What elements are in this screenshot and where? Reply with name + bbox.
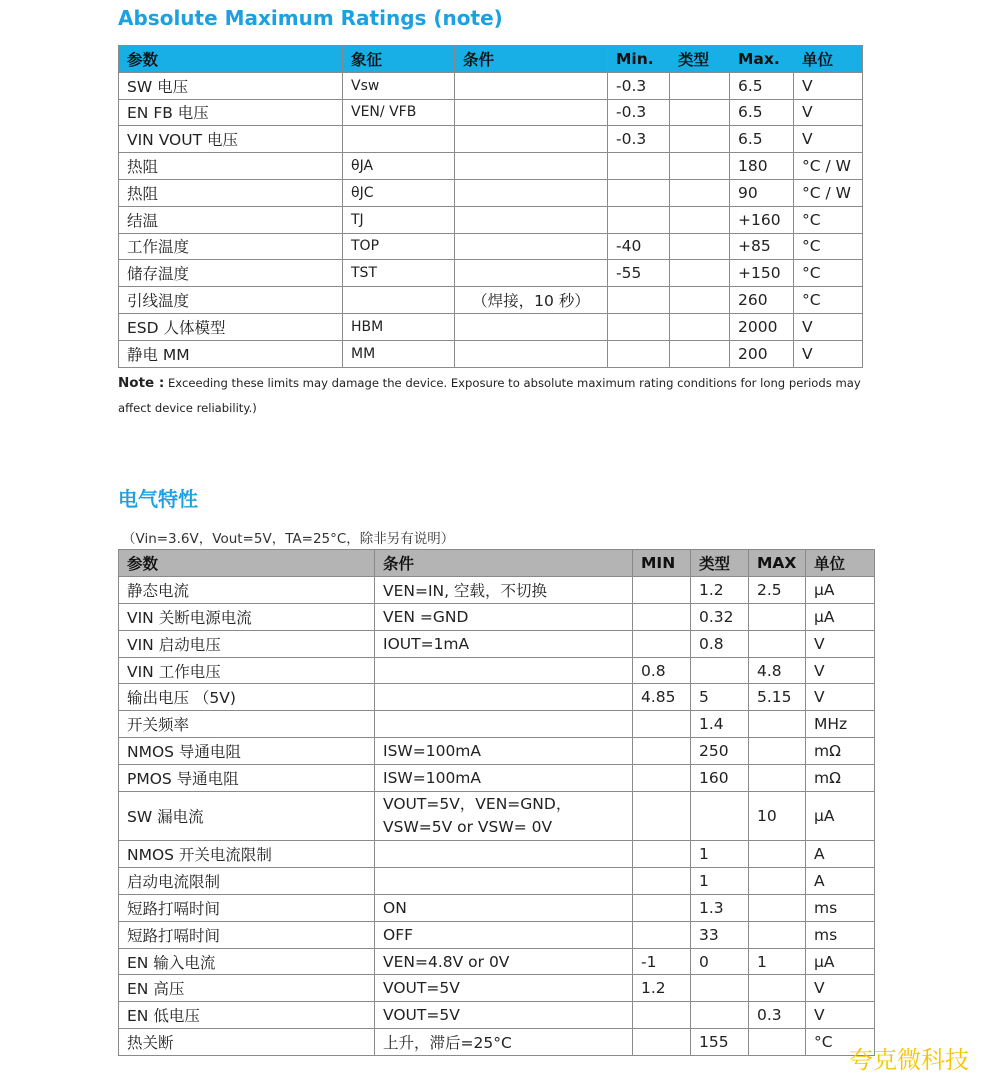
table-cell: 静电 MM [119, 340, 343, 367]
col-header-min: Min. [608, 46, 670, 73]
table-cell [691, 1002, 749, 1029]
table-cell: 6.5 [730, 72, 794, 99]
table-cell: μA [806, 603, 875, 630]
table-cell [749, 765, 806, 792]
table-cell: 2000 [730, 313, 794, 340]
table-cell [749, 894, 806, 921]
table-cell: 5.15 [749, 684, 806, 711]
table-cell [691, 792, 749, 841]
table-cell [633, 1002, 691, 1029]
table-row [119, 153, 863, 180]
col-header-unit: 单位 [794, 46, 863, 73]
table-cell: 上升，滞后=25°C [375, 1029, 633, 1056]
table-cell [633, 630, 691, 657]
table-cell: EN 输入电流 [119, 948, 375, 975]
table-row [119, 287, 863, 314]
table-row [119, 260, 863, 287]
table-cell: +160 [730, 206, 794, 233]
table-cell: θJA [343, 153, 455, 180]
table-cell: 1.2 [691, 576, 749, 603]
table-cell [455, 153, 608, 180]
col-header-condition: 条件 [455, 46, 608, 73]
table-cell: 工作温度 [119, 233, 343, 260]
table-row [119, 576, 875, 603]
table-cell: V [806, 975, 875, 1002]
table-row [119, 1002, 875, 1029]
table-cell: A [806, 867, 875, 894]
table-cell: °C [794, 287, 863, 314]
table-cell: MM [343, 340, 455, 367]
table-cell [670, 153, 730, 180]
note-text: Exceeding these limits may damage the device. Exposure to absolute maximum rating conditions for long periods may affect device reliability.) [118, 376, 861, 415]
table-cell: °C [794, 260, 863, 287]
table-cell: PMOS 导通电阻 [119, 765, 375, 792]
table-cell: 1.3 [691, 894, 749, 921]
table-cell [608, 153, 670, 180]
table-cell [670, 126, 730, 153]
table-cell: 33 [691, 921, 749, 948]
table-cell: °C [794, 206, 863, 233]
table-cell [749, 867, 806, 894]
table-cell [455, 206, 608, 233]
table-cell: SW 漏电流 [119, 792, 375, 841]
table-cell: -55 [608, 260, 670, 287]
table-cell [633, 1029, 691, 1056]
table-cell: 250 [691, 738, 749, 765]
table-cell [691, 975, 749, 1002]
table-cell [455, 260, 608, 287]
table-cell: 热关断 [119, 1029, 375, 1056]
table-row [119, 792, 875, 841]
table-cell: EN 低电压 [119, 1002, 375, 1029]
table-cell: ISW=100mA [375, 765, 633, 792]
table-cell [455, 179, 608, 206]
table-cell [633, 841, 691, 868]
table-cell: 0 [691, 948, 749, 975]
table-cell [670, 72, 730, 99]
table-cell [633, 603, 691, 630]
table-cell: VEN=4.8V or 0V [375, 948, 633, 975]
table-cell [749, 1029, 806, 1056]
table-cell: °C [806, 1029, 875, 1056]
table-cell [670, 287, 730, 314]
table-row [119, 921, 875, 948]
table-cell: 6.5 [730, 99, 794, 126]
table-cell: -1 [633, 948, 691, 975]
table-cell: 短路打嗝时间 [119, 921, 375, 948]
col-header-param: 参数 [119, 550, 375, 577]
table-cell: ms [806, 894, 875, 921]
abs-max-table [118, 45, 863, 368]
table-row [119, 867, 875, 894]
table-cell: 短路打嗝时间 [119, 894, 375, 921]
table-cell: 1.4 [691, 711, 749, 738]
table-cell: V [806, 657, 875, 684]
table-cell: 0.8 [691, 630, 749, 657]
table-cell: 启动电流限制 [119, 867, 375, 894]
table-cell: °C / W [794, 153, 863, 180]
table-cell: Vsw [343, 72, 455, 99]
table-cell: TST [343, 260, 455, 287]
col-header-typ: 类型 [670, 46, 730, 73]
table-cell: 1 [749, 948, 806, 975]
table-cell: mΩ [806, 738, 875, 765]
table-cell: TJ [343, 206, 455, 233]
table-cell [455, 99, 608, 126]
table-cell [608, 179, 670, 206]
table-row [119, 179, 863, 206]
table-row [119, 894, 875, 921]
table-cell [633, 738, 691, 765]
table-cell: V [794, 99, 863, 126]
table-cell: V [794, 340, 863, 367]
table-cell [375, 684, 633, 711]
table-cell: mΩ [806, 765, 875, 792]
table-cell [375, 841, 633, 868]
table-cell: HBM [343, 313, 455, 340]
table-cell: EN FB 电压 [119, 99, 343, 126]
table-cell: TOP [343, 233, 455, 260]
table-row [119, 765, 875, 792]
table-cell: μA [806, 948, 875, 975]
table-cell: θJC [343, 179, 455, 206]
col-header-typ: 类型 [691, 550, 749, 577]
table-cell [749, 738, 806, 765]
table-row [119, 72, 863, 99]
table-cell: 0.3 [749, 1002, 806, 1029]
table-header-row [119, 46, 863, 73]
table-cell: ESD 人体模型 [119, 313, 343, 340]
table-cell [375, 867, 633, 894]
table-row [119, 206, 863, 233]
table-cell [608, 313, 670, 340]
table-cell: VIN 关断电源电流 [119, 603, 375, 630]
table-row [119, 841, 875, 868]
table-cell [670, 313, 730, 340]
table-cell [633, 894, 691, 921]
table-cell: +150 [730, 260, 794, 287]
table-row [119, 233, 863, 260]
table-cell [343, 126, 455, 153]
table-row [119, 711, 875, 738]
table-cell [375, 711, 633, 738]
table-row [119, 603, 875, 630]
col-header-min: MIN [633, 550, 691, 577]
table-cell: V [806, 630, 875, 657]
table-cell [749, 630, 806, 657]
table-cell [343, 287, 455, 314]
col-header-symbol: 象征 [343, 46, 455, 73]
table-cell: V [794, 72, 863, 99]
table-cell [633, 765, 691, 792]
table-cell [375, 657, 633, 684]
table-cell [749, 975, 806, 1002]
table-cell: 5 [691, 684, 749, 711]
table-cell: VIN VOUT 电压 [119, 126, 343, 153]
table-cell: 热阻 [119, 153, 343, 180]
table-cell: IOUT=1mA [375, 630, 633, 657]
table-cell: 1 [691, 867, 749, 894]
table-cell: VEN =GND [375, 603, 633, 630]
table-row [119, 126, 863, 153]
table-cell: 0.8 [633, 657, 691, 684]
table-cell [455, 72, 608, 99]
table-cell [633, 921, 691, 948]
table-cell [455, 340, 608, 367]
table-cell: VIN 启动电压 [119, 630, 375, 657]
table-cell: μA [806, 792, 875, 841]
table-cell: 180 [730, 153, 794, 180]
table-cell: +85 [730, 233, 794, 260]
table-cell [608, 206, 670, 233]
table-cell: 2.5 [749, 576, 806, 603]
table-cell: 开关频率 [119, 711, 375, 738]
table-cell: 155 [691, 1029, 749, 1056]
table-cell: OFF [375, 921, 633, 948]
table-cell: 4.85 [633, 684, 691, 711]
table-cell: VEN=IN, 空载，不切换 [375, 576, 633, 603]
table-cell [455, 126, 608, 153]
table-row [119, 1029, 875, 1056]
table-cell [633, 576, 691, 603]
table-cell: SW 电压 [119, 72, 343, 99]
table-cell [608, 340, 670, 367]
table-cell: °C / W [794, 179, 863, 206]
elec-condition: （Vin=3.6V，Vout=5V，TA=25°C，除非另有说明） [122, 531, 455, 547]
table-cell [608, 287, 670, 314]
col-header-max: MAX [749, 550, 806, 577]
table-cell: 6.5 [730, 126, 794, 153]
table-cell: 储存温度 [119, 260, 343, 287]
table-cell: -0.3 [608, 99, 670, 126]
table-cell: -0.3 [608, 126, 670, 153]
table-cell: -40 [608, 233, 670, 260]
table-row [119, 657, 875, 684]
table-cell [749, 711, 806, 738]
table-cell: V [806, 684, 875, 711]
table-cell: NMOS 导通电阻 [119, 738, 375, 765]
table-cell: °C [794, 233, 863, 260]
table-cell: 1 [691, 841, 749, 868]
table-cell: VOUT=5V [375, 975, 633, 1002]
table-cell: 静态电流 [119, 576, 375, 603]
table-cell: 10 [749, 792, 806, 841]
table-row [119, 313, 863, 340]
table-cell: VOUT=5V，VEN=GND，VSW=5V or VSW= 0V [375, 792, 633, 841]
table-cell: 0.32 [691, 603, 749, 630]
table-row [119, 738, 875, 765]
table-cell [633, 711, 691, 738]
table-cell: EN 高压 [119, 975, 375, 1002]
table-cell [670, 99, 730, 126]
table-cell [670, 206, 730, 233]
table-row [119, 99, 863, 126]
note-label: Note : [118, 375, 165, 391]
table-cell: 输出电压 （5V) [119, 684, 375, 711]
table-row [119, 630, 875, 657]
table-cell [455, 233, 608, 260]
table-cell: NMOS 开关电流限制 [119, 841, 375, 868]
table-cell [670, 233, 730, 260]
table-row [119, 684, 875, 711]
table-cell: ON [375, 894, 633, 921]
table-cell: 引线温度 [119, 287, 343, 314]
table-cell [670, 179, 730, 206]
table-cell [633, 792, 691, 841]
table-cell: 4.8 [749, 657, 806, 684]
table-cell: A [806, 841, 875, 868]
table-cell [633, 867, 691, 894]
table-cell: 90 [730, 179, 794, 206]
table-cell: 200 [730, 340, 794, 367]
abs-max-title: Absolute Maximum Ratings (note) [118, 6, 503, 30]
table-cell: VEN/ VFB [343, 99, 455, 126]
table-cell [749, 841, 806, 868]
table-cell: -0.3 [608, 72, 670, 99]
table-cell: VOUT=5V [375, 1002, 633, 1029]
table-cell: MHz [806, 711, 875, 738]
table-row [119, 340, 863, 367]
table-cell: μA [806, 576, 875, 603]
table-cell [670, 340, 730, 367]
table-cell: 结温 [119, 206, 343, 233]
table-cell: 260 [730, 287, 794, 314]
table-cell: VIN 工作电压 [119, 657, 375, 684]
col-header-condition: 条件 [375, 550, 633, 577]
col-header-max: Max. [730, 46, 794, 73]
table-cell: V [806, 1002, 875, 1029]
table-cell: ms [806, 921, 875, 948]
table-cell: 热阻 [119, 179, 343, 206]
watermark: 夸克微科技 [849, 1046, 969, 1074]
table-header-row [119, 550, 875, 577]
table-cell: （焊接，10 秒） [455, 287, 608, 314]
table-cell [691, 657, 749, 684]
table-cell [455, 313, 608, 340]
abs-max-note [118, 371, 863, 421]
table-cell [749, 921, 806, 948]
elec-title: 电气特性 [118, 487, 198, 511]
table-cell: V [794, 126, 863, 153]
col-header-unit: 单位 [806, 550, 875, 577]
table-row [119, 975, 875, 1002]
table-cell: 1.2 [633, 975, 691, 1002]
table-cell: V [794, 313, 863, 340]
table-cell: 160 [691, 765, 749, 792]
table-cell [670, 260, 730, 287]
col-header-param: 参数 [119, 46, 343, 73]
table-cell [749, 603, 806, 630]
elec-table [118, 549, 875, 1056]
table-cell: ISW=100mA [375, 738, 633, 765]
table-row [119, 948, 875, 975]
